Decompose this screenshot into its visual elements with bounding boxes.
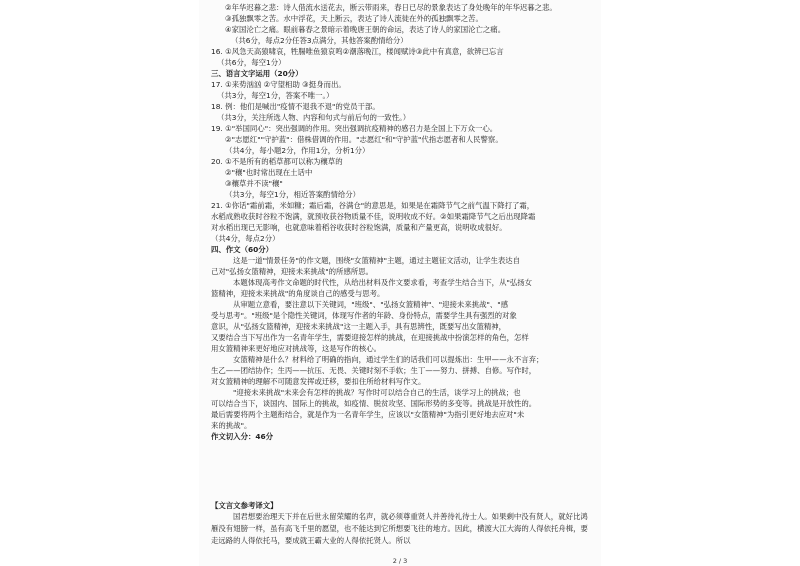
section-heading: 三、语言文字运用（20分）	[211, 69, 303, 78]
text-line: 17. ①来势汹汹 ②守望相助 ③挺身而出。	[211, 80, 346, 89]
text-line: ③孤独飘零之苦。水中浮花，天上断云，表达了诗人流徙在外的孤独飘零之苦。	[225, 14, 483, 23]
section-heading: 四、作文（60分）	[211, 245, 274, 254]
text-line: ②"穰"也时常出现在土话中	[225, 168, 313, 177]
text-line: 最后需要将两个主题衔结合，就是作为一名青年学生，应该以"女篮精神"为指引更好地去应对"未	[211, 410, 525, 419]
text-line: 来的挑战"。	[211, 421, 252, 430]
text-line: 21. ①你话"霜前霜，米如糠；霜后霜，谷满仓"的意思是，如果是在霜降节气之前气温下降打了霜，	[211, 201, 535, 210]
text-line: ②"志愿红""守护蓝"：借株借调的作用。"志愿红"和"守护蓝"代指志愿者和人民警察。	[225, 135, 503, 144]
text-line: 本题体现高考作文命题的时代性，从给出材料及作文要求看，考查学生结合当下，从"弘扬女	[233, 278, 533, 287]
answer-key-content	[211, 2, 595, 442]
text-line: （共3分，每空1分，相近答案酌情给分）	[225, 190, 361, 199]
text-line: 19. ①"举国同心"：突出强调的作用。突出强调抗疫精神的感召力是全国上下万众一心。	[211, 124, 498, 133]
text-line: 20. ①不是所有的稻草都可以称为穰草的	[211, 157, 343, 166]
translation-section	[211, 500, 595, 547]
page-number: 2 / 3	[392, 557, 408, 565]
text-line: （共4分，每小题2分，作用1分，分析1分）	[225, 146, 370, 155]
text-line: 作文切入分：46分	[211, 432, 274, 441]
text-line: 女篮精神是什么？材料给了明确的指向，通过学生们的话我们可以提炼出：生甲——永不言弃；	[233, 355, 544, 364]
text-line: ②年华迟暮之悲：诗人借流水送花去，断云带雨来，春日已尽的景象表达了身处晚年的年华迟暮之悲。	[225, 3, 557, 12]
text-line: （共3分，每空1分，答案不唯一。）	[217, 91, 334, 100]
text-line: （共6分，每空1分）	[217, 58, 286, 67]
text-line: （共3分，关注所选人物、内容和句式与前后句的一致性。）	[217, 113, 411, 122]
text-line: 篮精神，迎接未来挑战"的角度谈自己的感受与思考。	[211, 289, 385, 298]
document-page	[199, 0, 601, 566]
text-line: 18. 例：他们是喊出"疫情不退我不退"的党员干部。	[211, 102, 380, 111]
text-line: 受与思考"。"班级"是个隐性关键词，体现写作者的年龄、身份特点，需要学生具有强烈的对象	[211, 311, 517, 320]
translation-title: 【文言文参考译文】	[211, 501, 278, 510]
text-line: 16. ①风急天高猿啸哀，牲腸唯鱼猿哀鸣②潮落晚江，楼闻赋诗③此中有真意，欲辨已忘言	[211, 47, 504, 56]
text-line: 又要结合当下写出作为一名青年学生，需要迎接怎样的挑战，在迎接挑战中扮演怎样的角色，怎样	[211, 333, 529, 342]
text-line: 这是一道"情景任务"的作文题，围绕"女篮精神"主题，通过主题征文活动，让学生表达自	[233, 256, 521, 265]
text-line: 己对"弘扬女篮精神，迎接未来挑战"的所感所思。	[211, 267, 374, 276]
text-line: （共4分，每点2分）	[211, 234, 280, 243]
text-line: 水稻成熟收获时谷粒不饱满，就预收获谷物质量不佳，说明收成不好。②如果霜降节气之后出现降霜	[211, 212, 536, 221]
text-line: ③穰草并不读"穰"	[225, 179, 283, 188]
text-line: 用女篮精神来更好地应对挑战等，这是写作的核心。	[211, 344, 381, 353]
text-line: 意识，从"弘扬女篮精神，迎接未来挑战"这一主题入手，具有思辨性，既要写出女篮精神，	[211, 322, 507, 331]
text-line: 生乙——团结协作；生丙——抗压、无畏、关键时刻不手软；生丁——努力、拼搏、自修。写作时，	[211, 366, 537, 375]
text-line: 对水稻出现已无影响，也就意味着稻谷收获时谷粒饱满，质量和产量更高，说明收成很好。	[211, 223, 507, 232]
text-line: "迎接未来挑战"未来会有怎样的挑战？写作时可以结合自己的生活，谈学习上的挑战；也	[233, 388, 521, 397]
text-line: 从审题立意看，要注意以下关键词，"班级"、"弘扬女篮精神"、"迎接未来挑战"、"感	[233, 300, 509, 309]
text-line: 可以结合当下，谈国内、国际上的挑战，如疫情、脱贫攻坚、国际形势的多变等。挑战是开放性的。	[211, 399, 537, 408]
text-line: 对女篮精神的理解不可随意发挥或迁移，要扣住所给材料写作文。	[211, 377, 426, 386]
translation-body: 国君想要治理天下并在后世永留荣耀的名声，就必须尊重贤人并善待礼待士人。如果剩中没有贤人，就好比鸿雁没有翅膀一样，虽有高飞千里的愿望，也不能达到它所想要飞往的地方。因此，横渡大江大海的人得依托舟楫，要走远路的人得依托马，要成就王霸大业的人得依托贤人。所以	[211, 512, 588, 545]
text-line: ④家国沦亡之痛。眼前暮春之景暗示着晚唐王朝的命运，表达了诗人的家国沦亡之痛。	[225, 25, 506, 34]
text-line: （共6分，每点2分任答3点满分，其他答案酌情给分）	[231, 36, 408, 45]
